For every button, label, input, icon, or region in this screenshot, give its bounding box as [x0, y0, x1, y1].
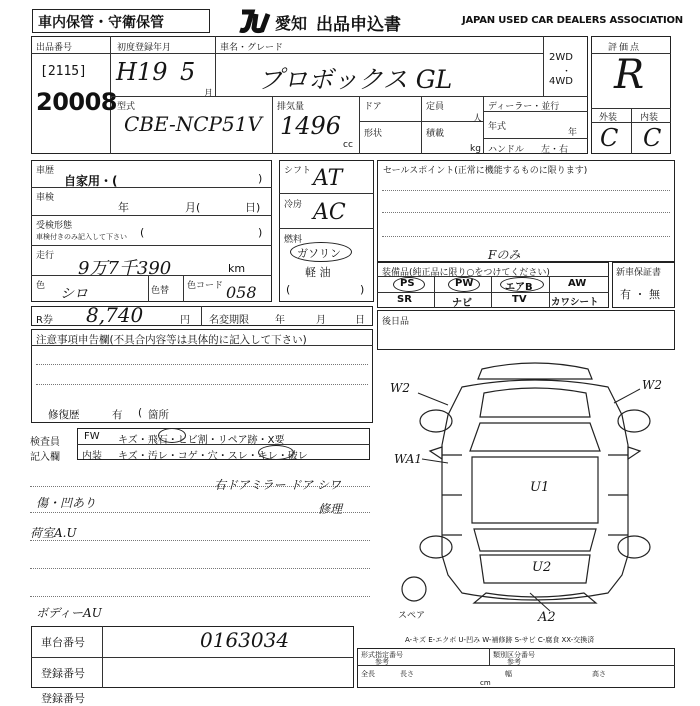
- recycle-label: R券: [36, 315, 53, 326]
- fuel-diesel: 軽 油: [305, 266, 331, 279]
- inspection-day: 日): [245, 201, 261, 214]
- equipment-sr: SR: [397, 294, 412, 305]
- handwritten-note-2: 傷・凹あり: [36, 496, 97, 510]
- sales-point-label: セールスポイント(正常に機能するものに限ります): [383, 166, 588, 176]
- drive-4wd: 4WD: [549, 76, 573, 87]
- mileage-unit: km: [228, 262, 246, 275]
- form-title: 出品申込書: [316, 15, 401, 35]
- shape-label: 形状: [364, 129, 383, 139]
- rating-overall: R: [614, 52, 645, 98]
- diagram-mark-u2: U2: [532, 560, 552, 575]
- title-change-year: 年: [275, 315, 285, 326]
- load-unit: kg: [470, 144, 481, 154]
- inspector-ext-items: キズ・飛石・ヒビ割・リペア跡・X要: [118, 435, 285, 446]
- equipment-pw: PW: [455, 278, 474, 289]
- color-code: 058: [226, 283, 257, 302]
- lane-number: [2115]: [40, 64, 87, 79]
- interior-label: 内装: [640, 113, 659, 123]
- inspection-year: 年: [118, 201, 129, 214]
- lot-number: 20008: [36, 88, 117, 116]
- width-label: 長さ: [400, 670, 414, 678]
- displacement-unit: cc: [343, 140, 353, 150]
- first-reg-year: H19: [116, 58, 168, 86]
- lot-label: 出品番号: [36, 43, 73, 53]
- chassis-label: 車台番号: [41, 636, 85, 649]
- fuel-gasoline: ガソリン: [297, 247, 341, 260]
- entry-label: 記入欄: [30, 452, 60, 463]
- color-swap-label: 色替: [151, 286, 170, 296]
- dealer-label: ディーラー・並行: [488, 102, 560, 112]
- custody-label: 車内保管・守衛保管: [38, 15, 164, 31]
- exterior-label: 外装: [599, 113, 618, 123]
- inspection-month: 月(: [185, 201, 201, 214]
- handwritten-note-1: 右ドアミラー ドア シワ: [214, 478, 341, 492]
- model-name-label: 車名・グレード: [220, 43, 284, 53]
- recycle-unit: 円: [180, 315, 190, 326]
- interior-grade: C: [643, 124, 662, 152]
- fuel-close: ): [360, 283, 365, 296]
- handwritten-note-5: ボディーAU: [36, 606, 102, 620]
- diagram-mark-a2: A2: [538, 610, 556, 625]
- receipt-note: 車検付きのみ記入して下さい: [36, 233, 127, 241]
- association-name: 愛知: [275, 14, 308, 33]
- title-change-month: 月: [316, 315, 326, 326]
- repair-open: (: [138, 407, 143, 419]
- shift-value: AT: [313, 166, 343, 191]
- color-value: シロ: [60, 286, 88, 302]
- fuel-open: (: [286, 283, 291, 296]
- diagram-mark-w2-left: W2: [390, 381, 410, 395]
- handwritten-note-4: 修理: [318, 502, 343, 516]
- notes-label: 注意事項申告欄(不具合内容等は具体的に記入して下さい): [36, 334, 307, 346]
- equipment-navi: ナビ: [452, 298, 472, 309]
- warranty-value: 有 ・ 無: [620, 288, 660, 301]
- month-unit: 月: [204, 89, 214, 99]
- diagram-mark-u1: U1: [530, 480, 550, 495]
- registration-label: 登録番号: [41, 667, 85, 680]
- color-code-label: 色コード: [187, 281, 224, 291]
- receipt-open: (: [140, 226, 145, 239]
- post-receipt-frame: [377, 310, 675, 350]
- recycle-value: 8,740: [86, 303, 144, 327]
- model-year-label: 年式: [488, 122, 507, 132]
- category-ref: 参考: [507, 658, 521, 666]
- capacity-label: 定員: [426, 102, 445, 112]
- equipment-seat: カワシート: [551, 297, 599, 308]
- length-label: 全長: [361, 670, 375, 678]
- steering-value: 左・右: [541, 145, 569, 155]
- mileage-label: 走行: [36, 251, 55, 261]
- rating-label: 評価点: [608, 43, 642, 53]
- receipt-close: ): [258, 226, 263, 239]
- repair-close: 箇所: [148, 409, 169, 421]
- damage-legend: A-キズ E-エクボ U-凹み W-補修跡 S-サビ C-腐食 XX-交換済: [405, 636, 595, 644]
- inspector-int-items: キズ・汚レ・コゲ・穴・スレ・キレ・破レ: [118, 451, 308, 462]
- aircon-label: 冷房: [284, 200, 303, 210]
- ju-logo: [238, 8, 272, 34]
- equipment-aw: AW: [568, 278, 587, 289]
- equipment-tv: TV: [512, 294, 527, 305]
- category-label: 類別区分番号: [493, 651, 535, 659]
- equipment-ps: PS: [400, 278, 415, 289]
- equipment-note: Fのみ: [488, 248, 521, 262]
- history-label: 車歴: [36, 166, 55, 176]
- shift-label: シフト: [284, 166, 312, 176]
- circle-mark-stone: [158, 428, 186, 443]
- title-change-day: 日: [355, 315, 365, 326]
- aircon-value: AC: [313, 200, 346, 225]
- equipment-label: 装備品(純正品に限り○をつけてください): [382, 268, 550, 278]
- registration2-label: 登録番号: [41, 692, 85, 705]
- inspector-label: 検査員: [30, 437, 60, 448]
- post-receipt-label: 後日品: [382, 317, 410, 327]
- history-close: ): [258, 172, 263, 185]
- steering-label: ハンドル: [488, 145, 525, 155]
- receipt-label: 受検形態: [36, 221, 73, 231]
- type-value: CBE-NCP51V: [124, 112, 262, 136]
- first-reg-label: 初度登録年月: [117, 43, 172, 53]
- equipment-airbag: エアB: [505, 282, 533, 293]
- warranty-label: 新車保証書: [616, 268, 662, 278]
- designation-label: 形式指定番号: [361, 651, 403, 659]
- displacement-value: 1496: [280, 112, 342, 140]
- circle-mark-dent: [258, 445, 294, 460]
- model-year-unit: 年: [568, 128, 578, 138]
- doors-label: ドア: [364, 102, 382, 112]
- drive-2wd: 2WD: [549, 52, 573, 63]
- handwritten-note-3: 荷室A.U: [30, 526, 77, 540]
- capacity-unit: 人: [473, 114, 483, 124]
- diagram-mark-w2-right: W2: [642, 378, 662, 392]
- fuel-label: 燃料: [284, 235, 303, 245]
- width2-label: 幅: [505, 670, 512, 678]
- load-label: 積載: [426, 129, 445, 139]
- first-reg-month: 5: [180, 58, 196, 86]
- inspector-int-label: 内装: [82, 451, 102, 462]
- association-en: JAPAN USED CAR DEALERS ASSOCIATION: [462, 15, 683, 26]
- length-unit: cm: [480, 679, 491, 687]
- type-label: 型式: [117, 102, 136, 112]
- designation-ref: 参考: [375, 658, 389, 666]
- history-value: 自家用・(: [64, 174, 118, 188]
- inspection-label: 車検: [36, 193, 55, 203]
- spare-label: スペア: [398, 611, 426, 621]
- model-name-value: プロボックス GL: [258, 65, 453, 94]
- exterior-grade: C: [600, 124, 619, 152]
- inspector-ext-label: FW: [84, 431, 100, 442]
- title-change-label: 名変期限: [209, 315, 249, 326]
- diagram-mark-wa1: WA1: [394, 452, 423, 466]
- chassis-number: 0163034: [200, 628, 290, 652]
- color-label: 色: [36, 281, 46, 291]
- mileage-value: 9万7千390: [78, 258, 172, 279]
- repair-value: 有: [112, 409, 123, 421]
- height-label: 高さ: [592, 670, 606, 678]
- displacement-label: 排気量: [277, 102, 305, 112]
- repair-label: 修復歴: [48, 409, 80, 421]
